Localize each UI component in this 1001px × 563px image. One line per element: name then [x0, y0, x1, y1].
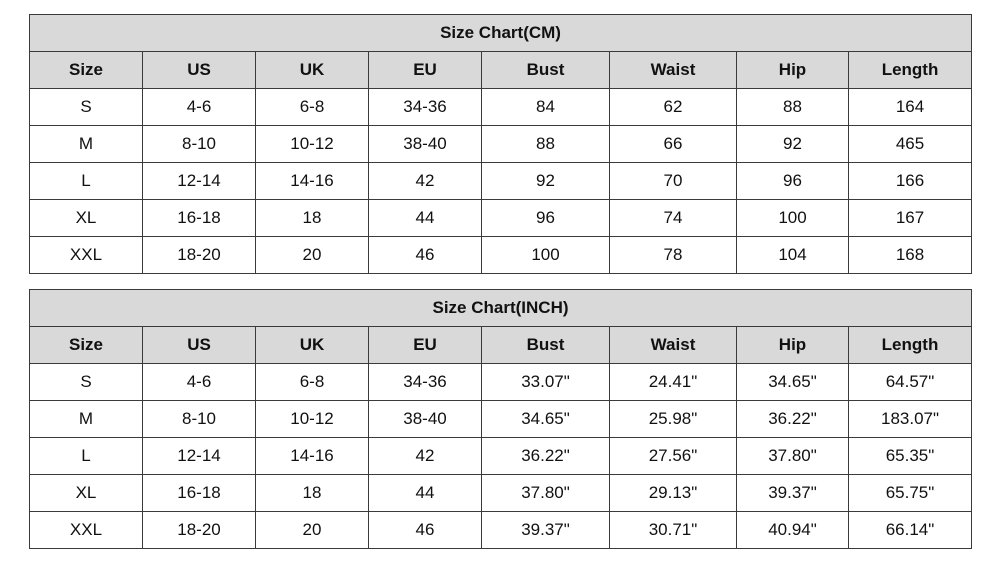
table-cell: 16-18	[143, 475, 256, 512]
table-cell: 164	[849, 89, 972, 126]
table-cell: 6-8	[256, 89, 369, 126]
table-cell: 36.22"	[737, 401, 849, 438]
header-row	[30, 327, 972, 364]
table-cell: 88	[737, 89, 849, 126]
table-cell: 8-10	[143, 126, 256, 163]
table-cell: 65.35"	[849, 438, 972, 475]
table-cell: 20	[256, 512, 369, 549]
table-cell: 4-6	[143, 364, 256, 401]
column-header: Length	[849, 327, 972, 364]
table-cell: 44	[369, 475, 482, 512]
table-cell: 37.80"	[737, 438, 849, 475]
column-header: Bust	[482, 327, 610, 364]
table-cell: 39.37"	[482, 512, 610, 549]
table-cell: 18	[256, 475, 369, 512]
size-chart-cm-table	[29, 14, 972, 274]
table-cell: L	[30, 163, 143, 200]
table-cell: 12-14	[143, 438, 256, 475]
column-header: Bust	[482, 52, 610, 89]
table-cell: 78	[610, 237, 737, 274]
table-cell: 96	[482, 200, 610, 237]
table-cell: 42	[369, 438, 482, 475]
table-cell: XL	[30, 200, 143, 237]
table-cell: 74	[610, 200, 737, 237]
table-cell: 34-36	[369, 364, 482, 401]
table-cell: 14-16	[256, 163, 369, 200]
table-cell: 166	[849, 163, 972, 200]
table-cell: 65.75"	[849, 475, 972, 512]
table-cell: 104	[737, 237, 849, 274]
column-header: Length	[849, 52, 972, 89]
table-cell: 18	[256, 200, 369, 237]
table-cell: L	[30, 438, 143, 475]
table-cell: 66	[610, 126, 737, 163]
table-row	[30, 438, 972, 475]
table-cell: 38-40	[369, 126, 482, 163]
table-cell: 25.98"	[610, 401, 737, 438]
table-cell: M	[30, 126, 143, 163]
column-header: UK	[256, 52, 369, 89]
table-cell: 96	[737, 163, 849, 200]
table-row	[30, 401, 972, 438]
table-cell: XXL	[30, 237, 143, 274]
table-cell: 39.37"	[737, 475, 849, 512]
table-row	[30, 475, 972, 512]
column-header: US	[143, 327, 256, 364]
table-row	[30, 126, 972, 163]
table-cell: 84	[482, 89, 610, 126]
table-cell: 100	[737, 200, 849, 237]
table-title: Size Chart(INCH)	[30, 290, 972, 327]
table-cell: 10-12	[256, 126, 369, 163]
table-cell: S	[30, 89, 143, 126]
table-cell: 4-6	[143, 89, 256, 126]
column-header: Waist	[610, 327, 737, 364]
table-cell: 14-16	[256, 438, 369, 475]
table-cell: 29.13"	[610, 475, 737, 512]
table-cell: 44	[369, 200, 482, 237]
table-cell: 183.07"	[849, 401, 972, 438]
table-cell: 33.07"	[482, 364, 610, 401]
table-cell: 46	[369, 512, 482, 549]
table-cell: 92	[482, 163, 610, 200]
table-cell: 46	[369, 237, 482, 274]
table-cell: 42	[369, 163, 482, 200]
column-header: EU	[369, 327, 482, 364]
table-cell: 62	[610, 89, 737, 126]
table-cell: 66.14"	[849, 512, 972, 549]
header-row	[30, 52, 972, 89]
table-cell: 18-20	[143, 237, 256, 274]
table-cell: 34.65"	[482, 401, 610, 438]
column-header: Waist	[610, 52, 737, 89]
table-cell: 100	[482, 237, 610, 274]
column-header: Hip	[737, 327, 849, 364]
column-header: EU	[369, 52, 482, 89]
table-cell: 167	[849, 200, 972, 237]
table-title: Size Chart(CM)	[30, 15, 972, 52]
table-cell: 168	[849, 237, 972, 274]
table-cell: S	[30, 364, 143, 401]
table-cell: 20	[256, 237, 369, 274]
table-cell: 37.80"	[482, 475, 610, 512]
table-cell: 24.41"	[610, 364, 737, 401]
table-cell: 30.71"	[610, 512, 737, 549]
table-row	[30, 364, 972, 401]
table-cell: XXL	[30, 512, 143, 549]
table-cell: 16-18	[143, 200, 256, 237]
table-cell: 92	[737, 126, 849, 163]
table-cell: 34.65"	[737, 364, 849, 401]
table-cell: XL	[30, 475, 143, 512]
table-cell: 38-40	[369, 401, 482, 438]
table-cell: 12-14	[143, 163, 256, 200]
size-chart-inch-table	[29, 289, 972, 549]
column-header: Hip	[737, 52, 849, 89]
table-cell: 40.94"	[737, 512, 849, 549]
table-cell: 36.22"	[482, 438, 610, 475]
table-row	[30, 163, 972, 200]
table-cell: 10-12	[256, 401, 369, 438]
table-row	[30, 200, 972, 237]
column-header: Size	[30, 52, 143, 89]
column-header: US	[143, 52, 256, 89]
table-cell: 18-20	[143, 512, 256, 549]
table-cell: 8-10	[143, 401, 256, 438]
table-cell: M	[30, 401, 143, 438]
table-cell: 27.56"	[610, 438, 737, 475]
table-row	[30, 237, 972, 274]
table-cell: 64.57"	[849, 364, 972, 401]
table-cell: 70	[610, 163, 737, 200]
table-row	[30, 89, 972, 126]
table-cell: 34-36	[369, 89, 482, 126]
column-header: Size	[30, 327, 143, 364]
table-row	[30, 512, 972, 549]
table-cell: 465	[849, 126, 972, 163]
table-cell: 6-8	[256, 364, 369, 401]
column-header: UK	[256, 327, 369, 364]
table-cell: 88	[482, 126, 610, 163]
